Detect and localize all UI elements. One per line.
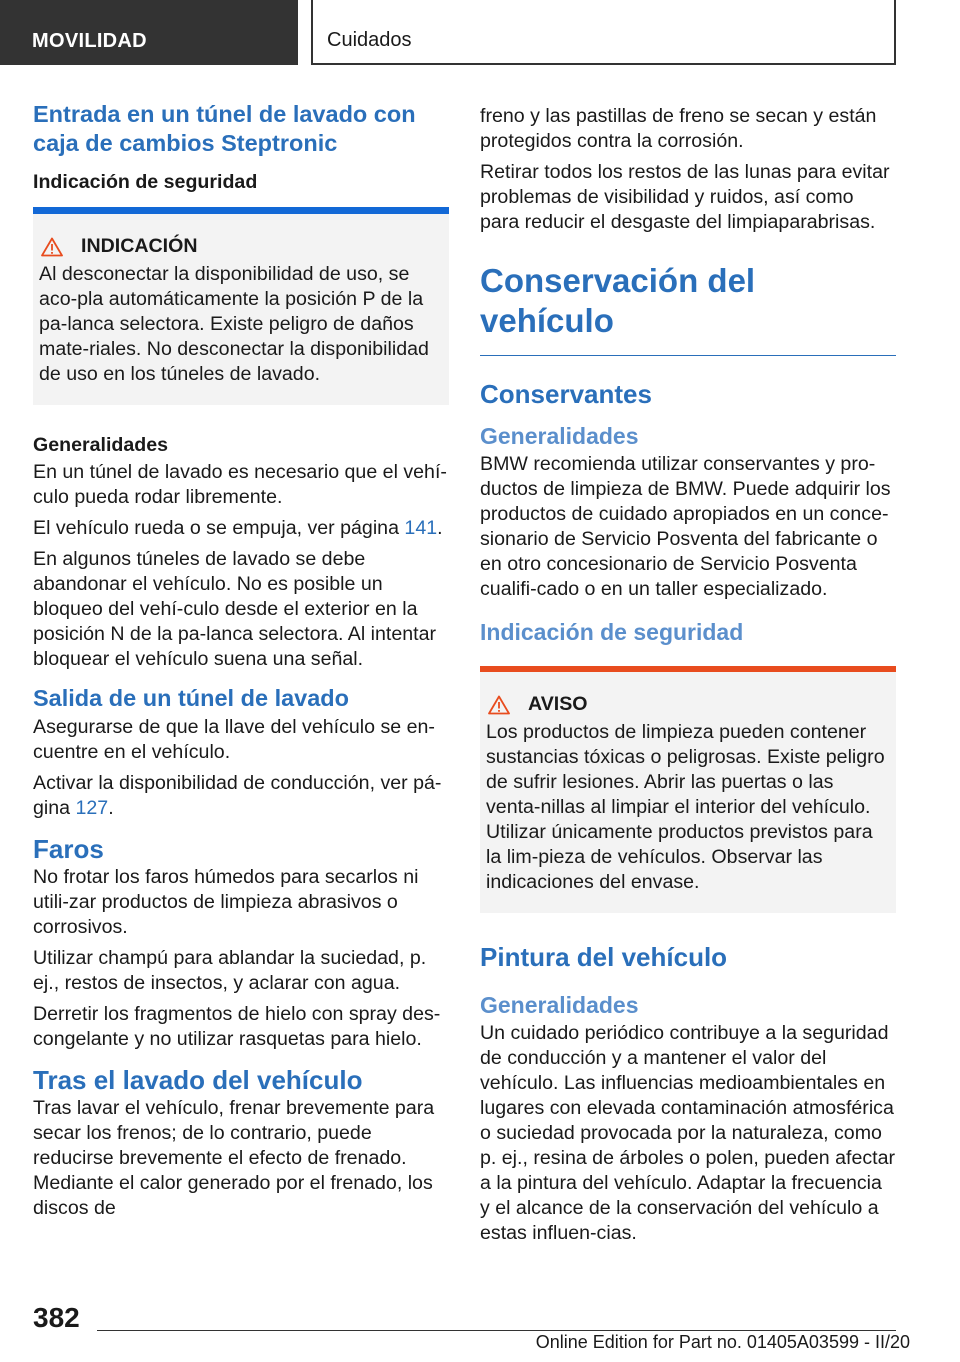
heading-safety-note: Indicación de seguridad (33, 171, 258, 193)
notice-title-row (39, 234, 441, 259)
left-column (33, 100, 449, 1227)
heading-after-washing: Tras el lavado del vehículo (33, 1065, 363, 1095)
paragraph: BMW recomienda utilizar conservantes y pro-ductos de limpieza de BMW. Puede adquirir los productos de cuidado apropiados en un conce-sionario de Servicio Posventa del fabricante o en otro concesionario de Servicio Posventa cualifi-cado o en un taller especializado. (480, 453, 891, 600)
heading-exit-car-wash: Salida de un túnel de lavado (33, 685, 350, 711)
paragraph: Utilizar champú para ablandar la suciedad, p. ej., restos de insectos, y aclarar con agua. (33, 947, 427, 994)
heading-general: Generalidades (480, 423, 639, 449)
header-section-tab (0, 0, 298, 65)
warning-text: Los productos de limpieza pueden contener sustancias tóxicas o peligrosas. Existe peligro de sufrir lesiones. Abrir las puertas o las venta-nillas al limpiar el interior del vehículo. Utilizar únicamente productos previstos para la lim-pieza de vehículos. Observar las indicaciones del envase. (486, 721, 885, 893)
heading-general: Generalidades (480, 992, 639, 1018)
paragraph: En algunos túneles de lavado se debe abandonar el vehículo. No es posible un bloqueo del vehí-culo desde el exterior en la posición N de la pa-lanca selectora. Al intentar bloquear el vehículo suena una señal. (33, 548, 436, 670)
footer-edition: Online Edition for Part no. 01405A03599 - II/20 (535, 1332, 910, 1352)
heading-car-wash-steptronic: Entrada en un túnel de lavado con caja de cambios Steptronic (33, 101, 416, 156)
page-link-141[interactable]: 141 (404, 517, 438, 539)
warning-title: AVISO (528, 693, 588, 715)
paragraph: El vehículo rueda o se empuja, ver página 141. (33, 517, 443, 539)
page-number: 382 (33, 1302, 80, 1333)
warning-box (480, 666, 896, 913)
heading-vehicle-paint: Pintura del vehículo (480, 942, 728, 972)
header-chapter-tab (311, 0, 896, 65)
right-column (480, 104, 896, 1252)
paragraph: En un túnel de lavado es necesario que el vehí-culo pueda rodar libremente. (33, 461, 447, 508)
notice-box (33, 207, 449, 405)
paragraph: Un cuidado periódico contribuye a la seguridad de conducción y a mantener el valor del vehículo. Las influencias medioambientales en lugares con elevada contaminación atmosférica o suciedad provocada por la naturaleza, como p. ej., resina de árboles o polen, pueden afectar a la pintura del vehículo. Adaptar la frecuencia y el alcance de la conservación del vehículo a estas influen-cias. (480, 1022, 896, 1244)
heading-safety-note: Indicación de seguridad (480, 619, 744, 645)
warning-triangle-icon (41, 237, 63, 257)
paragraph: Asegurarse de que la llave del vehículo se en-cuentre en el vehículo. (33, 716, 435, 763)
paragraph: freno y las pastillas de freno se secan y están protegidos contra la corrosión. (480, 105, 877, 152)
heading-rule (480, 355, 896, 356)
paragraph: No frotar los faros húmedos para secarlos ni utili-zar productos de limpieza abrasivos o corrosivos. (33, 866, 419, 938)
heading-preservatives: Conservantes (480, 379, 652, 409)
paragraph: Derretir los fragmentos de hielo con spray des-congelante y no utilizar rasquetas para hielo. (33, 1003, 441, 1050)
page-link-127[interactable]: 127 (75, 797, 109, 819)
warning-title-row (486, 692, 888, 717)
notice-title: INDICACIÓN (81, 235, 198, 257)
notice-text: Al desconectar la disponibilidad de uso, se aco-pla automáticamente la posición P de la pa-lanca selectora. Existe peligro de daños mate-riales. No desconectar la disponibilidad de uso en los túneles de lavado. (39, 263, 429, 385)
header-chapter-label: Cuidados (327, 29, 412, 51)
heading-headlights: Faros (33, 834, 104, 864)
header-section-label: MOVILIDAD (32, 30, 147, 52)
paragraph: Activar la disponibilidad de conducción, ver pá-gina 127. (33, 772, 442, 819)
warning-triangle-icon (488, 695, 510, 715)
paragraph: Tras lavar el vehículo, frenar brevemente para secar los frenos; de lo contrario, puede reducirse brevemente el efecto de frenado. Mediante el calor generado por el frenado, los discos de (33, 1097, 435, 1219)
heading-vehicle-care: Conservación del vehículo (480, 262, 756, 339)
footer-rule (97, 1330, 896, 1331)
paragraph: Retirar todos los restos de las lunas para evitar problemas de visibilidad y ruidos, así como para reducir el desgaste del limpiaparabrisas. (480, 161, 890, 233)
heading-general: Generalidades (33, 434, 169, 456)
